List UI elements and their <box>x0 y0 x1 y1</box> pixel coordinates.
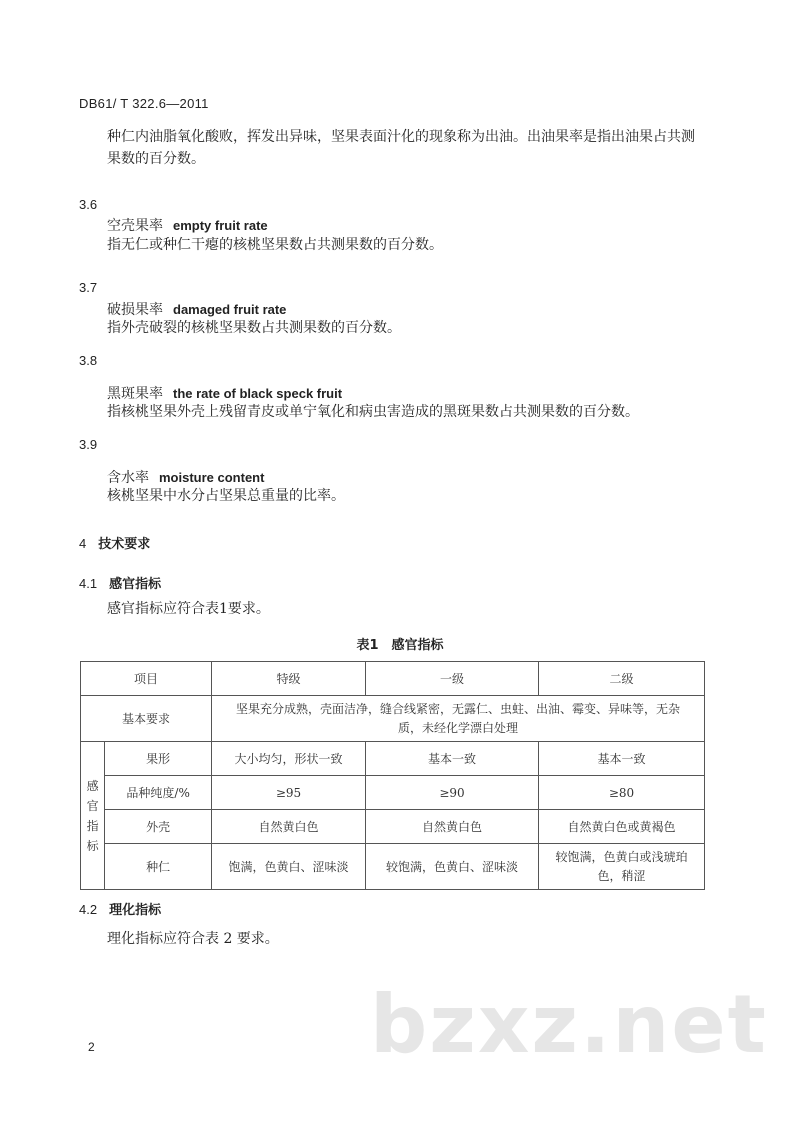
header-grade-first: 一级 <box>366 662 539 696</box>
section-4-1-text: 感官指标应符合表1要求。 <box>107 601 270 617</box>
term-definition: 指核桃坚果外壳上残留青皮或单宁氧化和病虫害造成的黑斑果数占共测果数的百分数。 <box>107 404 639 420</box>
header-item: 项目 <box>81 662 212 696</box>
term-zh: 黑斑果率 <box>107 386 163 402</box>
row-name: 外壳 <box>105 810 212 844</box>
cell: 饱满，色黄白、涩味淡 <box>212 844 366 890</box>
basic-requirement-label: 基本要求 <box>81 696 212 742</box>
row-name: 种仁 <box>105 844 212 890</box>
section-number: 4 <box>79 536 87 551</box>
section-number: 4.1 <box>79 576 98 591</box>
term-definition: 核桃坚果中水分占坚果总重量的比率。 <box>107 488 345 504</box>
cell: ≥95 <box>212 776 366 810</box>
watermark: bzxz.net <box>370 978 768 1071</box>
term-number: 3.9 <box>79 437 98 452</box>
cell: 自然黄白色 <box>212 810 366 844</box>
basic-requirement-row <box>81 696 705 742</box>
term-number: 3.8 <box>79 353 98 368</box>
table-row <box>81 742 705 776</box>
term-number: 3.7 <box>79 280 98 295</box>
term-en: moisture content <box>159 470 265 485</box>
sensory-index-table <box>80 661 705 890</box>
cell: 较饱满，色黄白、涩味淡 <box>366 844 539 890</box>
term-number: 3.6 <box>79 197 98 212</box>
term-zh: 破损果率 <box>107 302 163 318</box>
cell: 自然黄白色或黄褐色 <box>539 810 705 844</box>
term-zh: 空壳果率 <box>107 218 163 234</box>
term-zh: 含水率 <box>107 470 149 486</box>
group-label-text: 感官指标 <box>86 778 99 853</box>
section-4-1-heading <box>79 573 161 592</box>
section-4-heading <box>79 533 150 552</box>
term-en: damaged fruit rate <box>173 302 287 317</box>
table-row <box>81 810 705 844</box>
cell: 基本一致 <box>539 742 705 776</box>
oil-definition: 种仁内油脂氧化酸败，挥发出异味，坚果表面汁化的现象称为出油。出油果率是指出油果占共测果数的百分数。 <box>107 129 695 167</box>
cell: 较饱满，色黄白或浅琥珀色，稍涩 <box>539 844 705 890</box>
group-label <box>81 742 105 890</box>
basic-requirement-text: 坚果充分成熟，壳面洁净，缝合线紧密，无露仁、虫蛀、出油、霉变、异味等，无杂质，未经化学漂白处理 <box>212 696 705 742</box>
term-title <box>107 215 268 235</box>
header-grade-second: 二级 <box>539 662 705 696</box>
section-4-2-heading <box>79 899 161 918</box>
section-number: 4.2 <box>79 902 98 917</box>
term-title <box>107 467 264 487</box>
cell: ≥80 <box>539 776 705 810</box>
term-definition: 指无仁或种仁干瘪的核桃坚果数占共测果数的百分数。 <box>107 237 443 253</box>
table-row <box>81 844 705 890</box>
document-header: DB61/ T 322.6—2011 <box>79 96 209 111</box>
cell: 自然黄白色 <box>366 810 539 844</box>
cell: 基本一致 <box>366 742 539 776</box>
section-title: 理化指标 <box>109 903 162 918</box>
section-4-2-text: 理化指标应符合表 2 要求。 <box>107 931 279 947</box>
cell: 大小均匀，形状一致 <box>212 742 366 776</box>
section-title: 技术要求 <box>98 537 151 552</box>
table-caption: 表1 感官指标 <box>356 638 444 653</box>
term-en: empty fruit rate <box>173 218 268 233</box>
row-name: 品种纯度/% <box>105 776 212 810</box>
page-number: 2 <box>88 1040 95 1054</box>
term-definition: 指外壳破裂的核桃坚果数占共测果数的百分数。 <box>107 320 401 336</box>
header-grade-premium: 特级 <box>212 662 366 696</box>
term-en: the rate of black speck fruit <box>173 386 343 401</box>
term-title <box>107 299 286 319</box>
row-name: 果形 <box>105 742 212 776</box>
cell: ≥90 <box>366 776 539 810</box>
table-header-row <box>81 662 705 696</box>
section-title: 感官指标 <box>109 577 162 592</box>
table-row <box>81 776 705 810</box>
term-title <box>107 383 342 403</box>
